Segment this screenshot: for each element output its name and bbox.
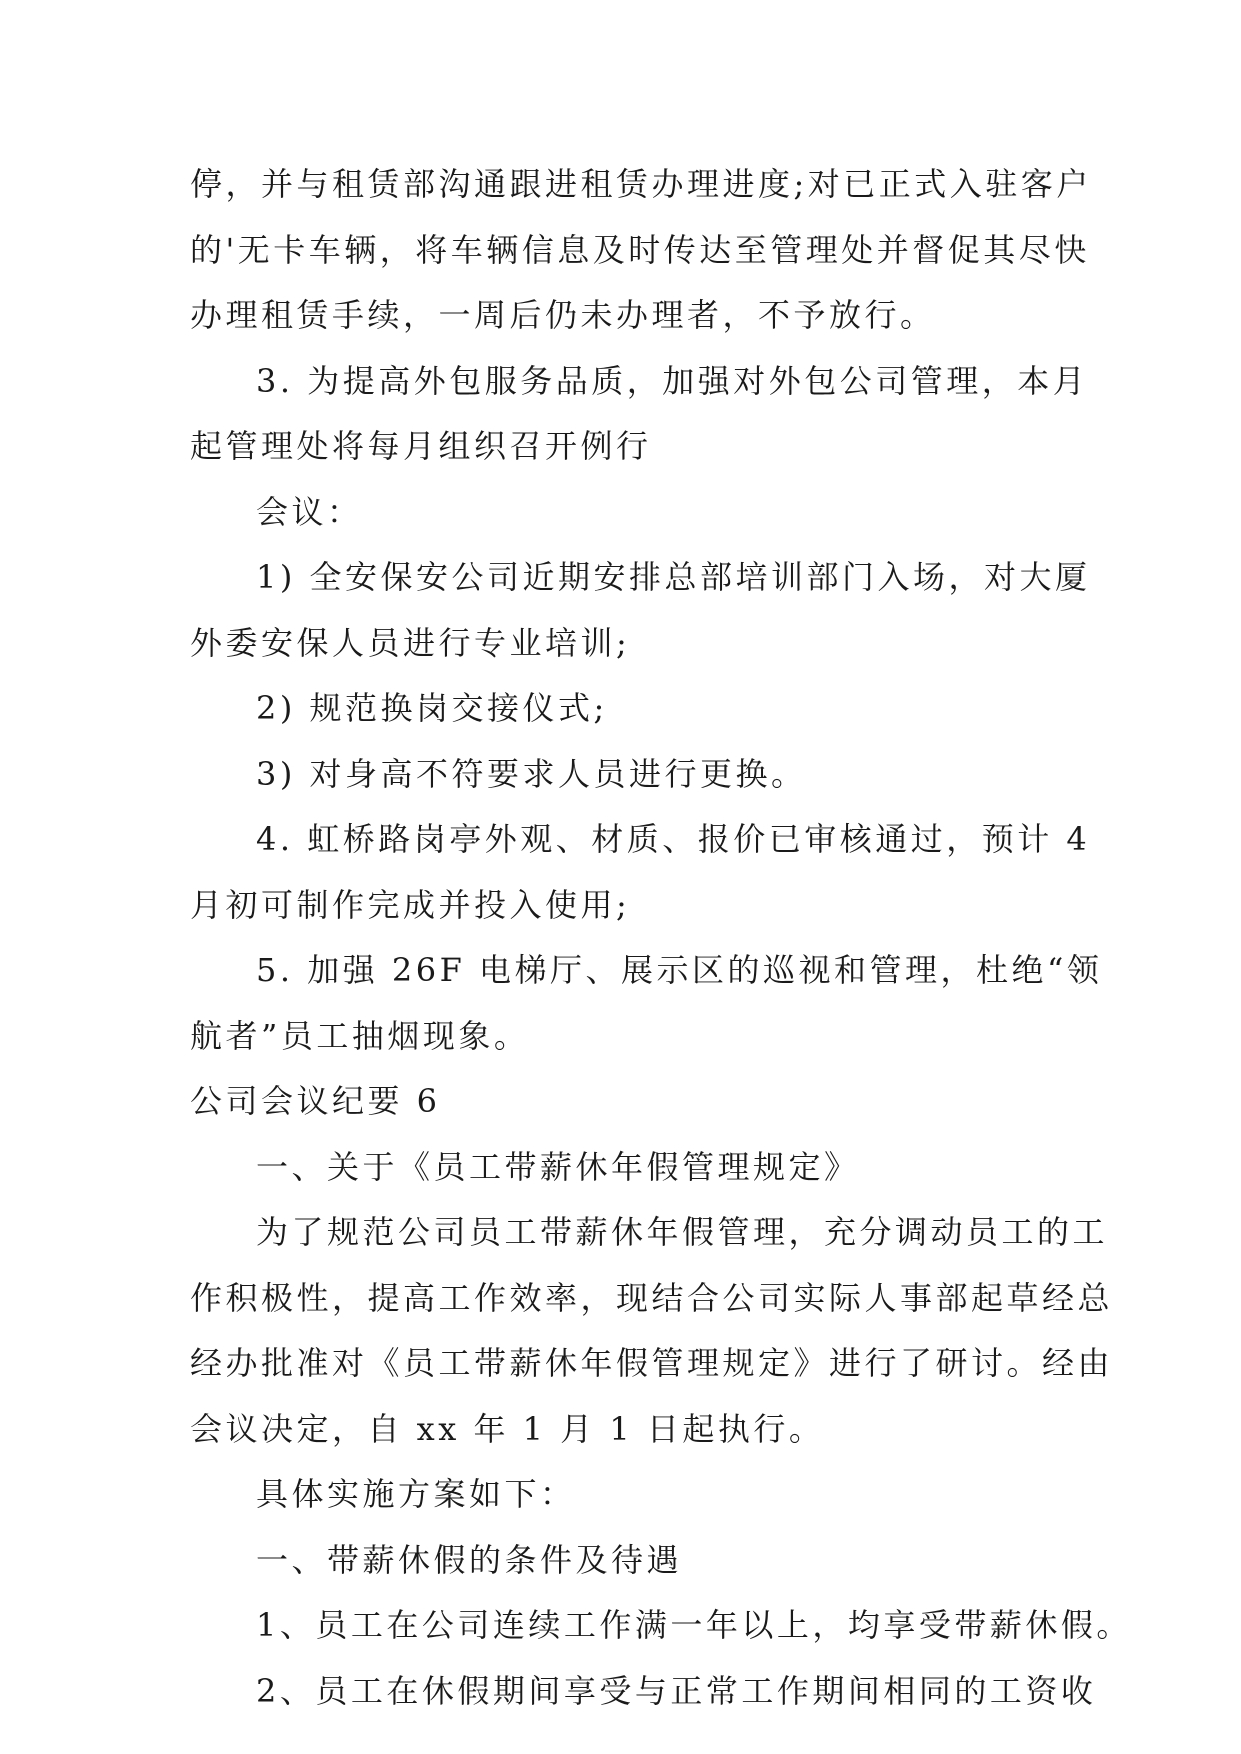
text-line: 一、带薪休假的条件及待遇 (256, 1540, 683, 1579)
text-line: 办理租赁手续，一周后仍未办理者，不予放行。 (190, 296, 936, 334)
text-line: 外委安保人员进行专业培训; (190, 623, 631, 662)
text-line: 起管理处将每月组织召开例行 (190, 427, 652, 465)
text-line: 为了规范公司员工带薪休年假管理，充分调动员工的工 (256, 1213, 1109, 1251)
document-body (190, 152, 1132, 1724)
text-line: 1) 全安保安公司近期安排总部培训部门入场，对大厦 (256, 558, 1091, 596)
text-line: 公司会议纪要 6 (190, 1082, 441, 1120)
text-line: 4. 虹桥路岗亭外观、材质、报价已审核通过，预计 4 (256, 820, 1091, 858)
text-line: 航者”员工抽烟现象。 (190, 1016, 530, 1055)
text-line: 2) 规范换岗交接仪式; (256, 689, 608, 727)
text-line: 会议决定，自 xx 年 1 月 1 日起执行。 (190, 1409, 825, 1448)
text-line: 作积极性，提高工作效率，现结合公司实际人事部起草经总 (190, 1278, 1114, 1317)
text-line: 经办批准对《员工带薪休年假管理规定》进行了研讨。经由 (190, 1344, 1114, 1382)
text-line: 3) 对身高不符要求人员进行更换。 (256, 754, 807, 793)
text-line: 5. 加强 26F 电梯厅、展示区的巡视和管理，杜绝“领 (256, 951, 1103, 989)
text-line: 会议： (256, 492, 363, 531)
text-line: 具体实施方案如下： (256, 1475, 576, 1513)
text-line: 停，并与租赁部沟通跟进租赁办理进度;对已正式入驻客户 (190, 165, 1092, 203)
text-line: 1、员工在公司连续工作满一年以上，均享受带薪休假。 (256, 1606, 1132, 1644)
text-line: 月初可制作完成并投入使用; (190, 885, 631, 924)
text-line: 的'无卡车辆，将车辆信息及时传达至管理处并督促其尽快 (190, 230, 1090, 269)
text-line: 3. 为提高外包服务品质，加强对外包公司管理，本月 (256, 361, 1089, 400)
text-line: 2、员工在休假期间享受与正常工作期间相同的工资收 (256, 1671, 1097, 1710)
text-line: 一、关于《员工带薪休年假管理规定》 (256, 1147, 860, 1186)
